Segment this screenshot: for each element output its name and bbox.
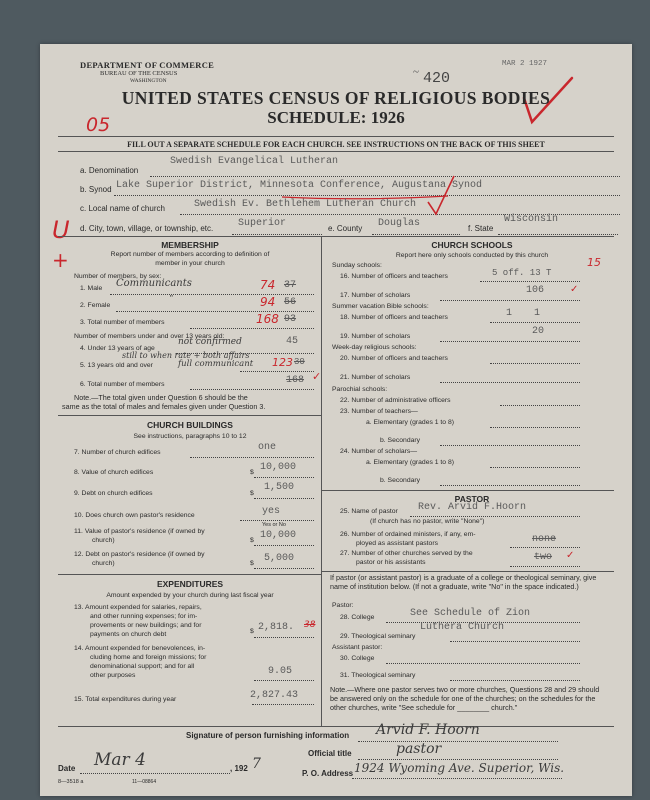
over-13-note-1: still to when rate + both affairs — [122, 351, 250, 360]
po-address-label: P. O. Address — [302, 769, 354, 778]
q25-value[interactable]: Rev. Arvid F.Hoorn — [418, 502, 527, 513]
synod-value[interactable]: Lake Superior District, Minnesota Conference, Augustana Synod — [116, 180, 483, 191]
total-members-label: 3. Total number of members — [80, 319, 165, 326]
signature-value[interactable]: Arvid F. Hoorn — [376, 722, 480, 738]
date-label: Date — [58, 764, 76, 773]
form-code-2: 11—08864 — [132, 779, 157, 785]
female-label: 2. Female — [80, 302, 111, 309]
official-title-value[interactable]: pastor — [396, 741, 442, 757]
total-members-value[interactable]: 168 — [256, 312, 279, 326]
city-value[interactable]: Superior — [238, 218, 287, 229]
q14-value[interactable]: 9.05 — [268, 666, 293, 677]
q11-label-1: 11. Value of pastor's residence (if owned by — [74, 528, 205, 535]
q16-value[interactable]: 5 off. 13 T — [492, 268, 552, 278]
under-13-value[interactable]: 45 — [286, 336, 299, 347]
received-date-stamp: MAR 2 1927 — [502, 60, 548, 68]
local-name-value[interactable]: Swedish Ev. Bethlehem Lutheran Church — [194, 199, 417, 210]
q12-value[interactable]: 5,000 — [264, 553, 295, 564]
male-struck-value: 37 — [284, 280, 297, 291]
expenditures-title: EXPENDITURES — [156, 579, 224, 589]
q28-label: 28. College — [340, 614, 375, 621]
q22-label: 22. Number of administrative officers — [340, 397, 451, 404]
yes-or-no-hint: Yes or No — [262, 522, 286, 528]
q21-label: 21. Number of scholars — [340, 374, 411, 381]
assistant-subsection-label: Assistant pastor: — [332, 644, 383, 651]
instruction-banner: FILL OUT A SEPARATE SCHEDULE FOR EACH CHURCH. SEE INSTRUCTIONS ON THE BACK OF THIS SHEET — [127, 140, 545, 149]
q24a-label: a. Elementary (grades 1 to 8) — [366, 459, 455, 466]
pastor-title: PASTOR — [454, 494, 490, 504]
female-struck-value: 56 — [284, 297, 297, 308]
q16-margin-total: 15 — [587, 256, 601, 269]
q14-line-1: 14. Amount expended for benevolences, in- — [74, 645, 206, 652]
q13-line-3: provements or new buildings; and for — [90, 622, 202, 629]
total-6-value[interactable]: 168 — [286, 375, 305, 386]
q17-value[interactable]: 106 — [526, 285, 545, 296]
schedule-title: SCHEDULE: 1926 — [267, 108, 405, 127]
pastor-subsection-label: Pastor: — [332, 602, 354, 609]
seminary-instruction: If pastor (or assistant pastor) is a graduate of a college or theological seminary, give name of institution below. (If not a graduate, write "No" in the space indicated.) — [330, 573, 597, 591]
q7-label: 7. Number of church edifices — [74, 449, 161, 456]
expenditures-subtitle: Amount expended by your church during last fiscal year — [106, 592, 274, 599]
q19-value[interactable]: 20 — [532, 326, 545, 337]
county-value[interactable]: Douglas — [378, 218, 421, 229]
q13-line-1: 13. Amount expended for salaries, repairs, — [74, 604, 202, 611]
marginal-number: 05 — [86, 114, 111, 136]
q9-label: 9. Debt on church edifices — [74, 490, 153, 497]
q14-line-3: denominational support; and for all — [90, 663, 195, 670]
synod-label: b. Synod — [80, 185, 112, 194]
q29-label: 29. Theological seminary — [340, 633, 416, 640]
q24-label: 24. Number of scholars— — [340, 448, 418, 455]
form-title: UNITED STATES CENSUS OF RELIGIOUS BODIES — [121, 88, 551, 108]
weekday-schools-label: Week-day religious schools: — [332, 344, 417, 351]
q13-line-2: and other running expenses; for im- — [90, 613, 198, 620]
q26-label-1: 26. Number of ordained ministers, if any, em- — [340, 531, 476, 538]
state-label: f. State — [468, 224, 494, 233]
male-value[interactable]: 74 — [260, 278, 276, 292]
male-communicants-note: Communicants — [116, 278, 192, 289]
department-heading: DEPARTMENT OF COMMERCE — [80, 60, 215, 70]
pastor-final-note: Note.—Where one pastor serves two or more churches, Questions 28 and 29 should be answered only on the schedule for one of the churches; on the schedules for the other churches, write "See schedule for ________ church." — [330, 685, 600, 712]
over-13-note-2: full communicant — [178, 359, 254, 369]
red-check-icon: ✓ — [570, 284, 579, 295]
female-ditto-mark: " — [170, 294, 173, 303]
schools-title: CHURCH SCHOOLS — [431, 240, 513, 250]
over-13-value[interactable]: 123 — [272, 356, 293, 369]
margin-mark: U — [52, 216, 70, 244]
age-breakdown-label: Number of members under and over 13 years old: — [74, 333, 225, 340]
q14-line-2: cluding home and foreign missions; for — [90, 654, 207, 661]
sunday-schools-label: Sunday schools: — [332, 262, 382, 269]
census-schedule-sheet — [40, 44, 632, 796]
q18-label: 18. Number of officers and teachers — [340, 314, 448, 321]
male-label: 1. Male — [80, 285, 103, 292]
denomination-label: a. Denomination — [80, 166, 139, 175]
q26-label-2: ployed as assistant pastors — [356, 540, 438, 547]
state-value[interactable]: Wisconsin — [504, 214, 559, 225]
red-check-icon — [424, 172, 458, 218]
stamp-number: 420 — [423, 70, 451, 87]
red-check-icon: ✓ — [566, 550, 575, 561]
q13-cents: 38 — [304, 620, 316, 630]
buildings-subtitle: See instructions, paragraphs 10 to 12 — [133, 433, 247, 440]
signature-label: Signature of person furnishing information — [186, 731, 350, 740]
bureau-heading: BUREAU OF THE CENSUS — [100, 70, 178, 77]
q11-dollar: $ — [250, 537, 254, 544]
red-plus-mark: + — [52, 248, 69, 272]
q28-value-line-2[interactable]: Luthera Church — [420, 622, 505, 633]
pencil-tick-mark: ~ — [413, 66, 419, 78]
q9-value[interactable]: 1,500 — [264, 482, 295, 493]
members-by-sex-label: Number of members, by sex: — [74, 273, 162, 280]
po-address-value[interactable]: 1924 Wyoming Ave. Superior, Wis. — [354, 761, 565, 775]
city-label: d. City, town, village, or township, etc. — [80, 224, 214, 233]
under-13-label: 4. Under 13 years of age — [80, 345, 155, 352]
q8-dollar: $ — [250, 469, 254, 476]
q13-dollar: $ — [250, 628, 254, 635]
q23-label: 23. Number of teachers— — [340, 408, 418, 415]
schools-subtitle: Report here only schools conducted by this church — [395, 252, 549, 259]
q11-value[interactable]: 10,000 — [260, 530, 297, 541]
female-value[interactable]: 94 — [260, 295, 276, 309]
q25-note: (If church has no pastor, write "None") — [370, 518, 485, 525]
total-members-struck-value: 93 — [284, 314, 297, 325]
q27-label-2: pastor or his assistants — [356, 559, 426, 566]
q26-value[interactable]: none — [532, 534, 557, 545]
q23a-label: a. Elementary (grades 1 to 8) — [366, 419, 455, 426]
q20-label: 20. Number of officers and teachers — [340, 355, 448, 362]
official-title-label: Official title — [308, 749, 352, 758]
red-check-icon: ✓ — [312, 370, 322, 383]
q12-label-2: church) — [92, 560, 115, 567]
buildings-title: CHURCH BUILDINGS — [147, 420, 233, 430]
q23b-label: b. Secondary — [380, 437, 421, 444]
q27-value[interactable]: two — [534, 552, 553, 563]
q11-label-2: church) — [92, 537, 115, 544]
washington-heading: WASHINGTON — [130, 78, 167, 84]
county-label: e. County — [328, 224, 363, 233]
q28-value[interactable]: See Schedule of Zion — [410, 608, 531, 619]
membership-note-2: same as the total of males and females given under Question 3. — [62, 402, 266, 411]
q13-value[interactable]: 2,818. — [258, 622, 295, 633]
q27-label-1: 27. Number of other churches served by the — [340, 550, 473, 557]
date-year-digit[interactable]: 7 — [252, 756, 261, 772]
membership-subtitle-2: member in your church — [155, 260, 225, 267]
q13-line-4: payments on church debt — [90, 631, 167, 638]
vacation-schools-label: Summer vacation Bible schools: — [332, 303, 429, 310]
q30-label: 30. College — [340, 655, 375, 662]
q12-label-1: 12. Debt on pastor's residence (if owned by — [74, 551, 205, 558]
parochial-schools-label: Parochial schools: — [332, 386, 388, 393]
local-name-label: c. Local name of church — [80, 204, 165, 213]
q10-value[interactable]: yes — [262, 506, 281, 517]
q9-dollar: $ — [250, 490, 254, 497]
q17-label: 17. Number of scholars — [340, 292, 411, 299]
q15-label: 15. Total expenditures during year — [74, 696, 177, 703]
total-6-label: 6. Total number of members — [80, 381, 165, 388]
q8-value[interactable]: 10,000 — [260, 462, 297, 473]
under-13-note: not confirmed — [178, 337, 242, 347]
over-13-label: 5. 13 years old and over — [80, 362, 153, 369]
denomination-value[interactable]: Swedish Evangelical Lutheran — [170, 156, 339, 167]
q18-value[interactable]: 1 1 — [506, 308, 549, 319]
membership-subtitle-1: Report number of members according to definition of — [110, 251, 270, 258]
q8-label: 8. Value of church edifices — [74, 469, 154, 476]
membership-note-1: Note.—The total given under Question 6 should be the — [74, 393, 248, 402]
over-13-struck-value: 30 — [294, 357, 305, 367]
q15-value[interactable]: 2,827.43 — [250, 690, 299, 701]
q31-label: 31. Theological seminary — [340, 672, 416, 679]
q16-label: 16. Number of officers and teachers — [340, 273, 448, 280]
q25-label: 25. Name of pastor — [340, 508, 398, 515]
date-value[interactable]: Mar 4 — [94, 750, 146, 770]
form-code: 8—3518 a — [58, 779, 84, 785]
q12-dollar: $ — [250, 560, 254, 567]
date-year-prefix: , 192 — [230, 764, 248, 773]
q7-value[interactable]: one — [258, 442, 277, 453]
q10-label: 10. Does church own pastor's residence — [74, 512, 195, 519]
q14-line-4: other purposes — [90, 672, 136, 679]
q19-label: 19. Number of scholars — [340, 333, 411, 340]
q24b-label: b. Secondary — [380, 477, 421, 484]
membership-title: MEMBERSHIP — [161, 240, 219, 250]
